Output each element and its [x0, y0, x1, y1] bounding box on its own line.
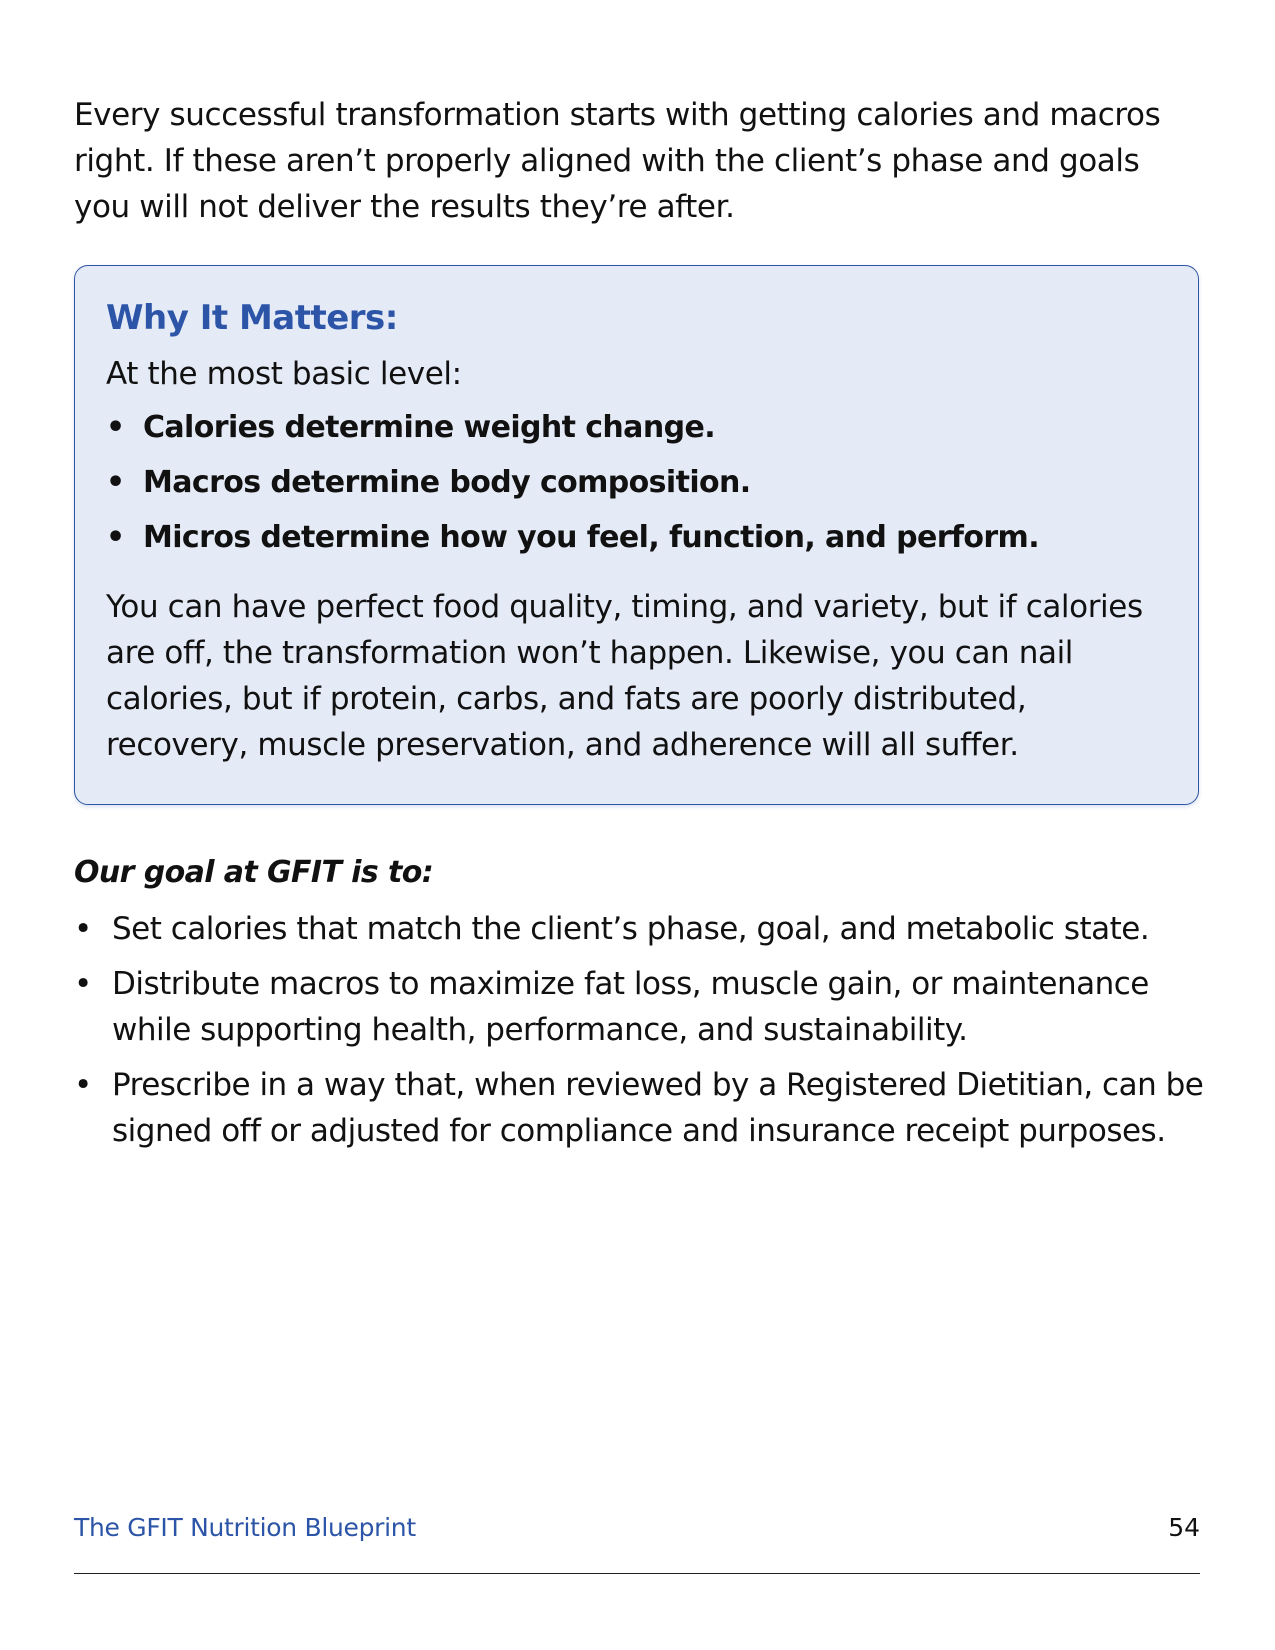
callout-title: Why It Matters: [106, 298, 398, 338]
callout-list-item [106, 406, 1039, 461]
goal-item-text: Set calories that match the client’s phase, goal, and metabolic state. [112, 911, 1150, 947]
why-it-matters-callout [74, 265, 1199, 805]
intro-paragraph: Every successful transformation starts with getting calories and macros right. If these aren’t properly aligned with the client’s phase and goals you will not deliver the results they’re after. [74, 97, 1161, 225]
bullet-icon: • [74, 1067, 92, 1103]
callout-list-item [106, 516, 1039, 571]
goal-item-text: Distribute macros to maximize fat loss, muscle gain, or maintenance while supporting health, performance, and sustainability. [112, 966, 1149, 1048]
callout-item-text: Macros determine body composition. [143, 465, 751, 500]
callout-body: You can have perfect food quality, timing, and variety, but if calories are off, the transformation won’t happen. Likewise, you can nail calories, but if protein, carbs, and fats are poorly distributed, recovery, muscle preservation, and adherence will all suffer. [106, 589, 1143, 763]
bullet-icon: • [74, 966, 92, 1002]
bullet-icon: • [106, 520, 125, 555]
callout-list-item [106, 461, 1039, 516]
callout-item-text: Micros determine how you feel, function, and perform. [143, 520, 1040, 555]
goal-list [74, 906, 1204, 1163]
callout-item-text: Calories determine weight change. [143, 410, 715, 445]
bullet-icon: • [74, 911, 92, 947]
callout-subtitle: At the most basic level: [106, 356, 462, 392]
goal-list-item [74, 961, 1204, 1053]
callout-list [106, 406, 1039, 571]
goal-item-text: Prescribe in a way that, when reviewed by a Registered Dietitian, can be signed off or adjusted for compliance and insurance receipt purposes. [112, 1067, 1204, 1149]
footer-divider [74, 1573, 1200, 1574]
page-number: 54 [1168, 1513, 1200, 1542]
goal-heading: Our goal at GFIT is to: [74, 855, 434, 890]
bullet-icon: • [106, 465, 125, 500]
goal-list-item [74, 1062, 1204, 1154]
footer-document-title: The GFIT Nutrition Blueprint [74, 1513, 416, 1542]
goal-list-item [74, 906, 1204, 952]
bullet-icon: • [106, 410, 125, 445]
